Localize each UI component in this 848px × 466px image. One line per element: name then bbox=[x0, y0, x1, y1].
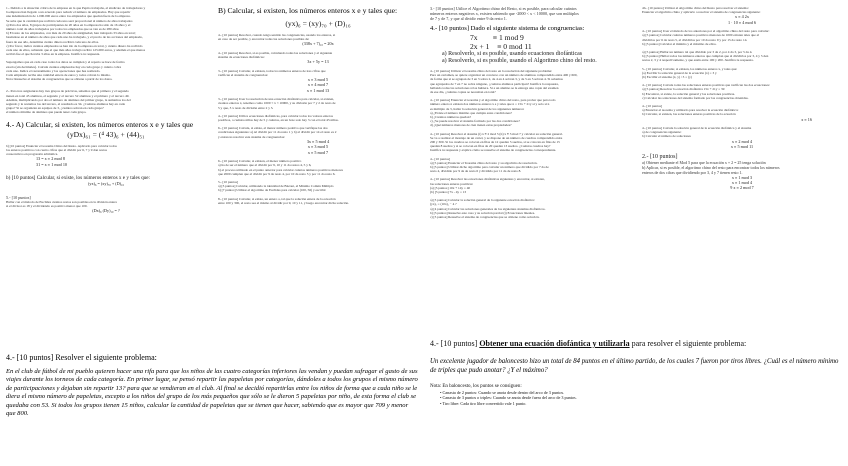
text-line: 6.- [10 puntos] Calcule, si existe, el menor número positivo que verifique las dos bbox=[218, 126, 328, 131]
text-line: 5.- [10 puntos] bbox=[218, 179, 239, 184]
text-line: b) [7 puntos] Utilizar el algoritmo de Euclides para calcular (100, 56) y escribir bbox=[218, 188, 326, 193]
text-line: a) ¿Existe el número mínimo que cumpla estas condiciones? bbox=[430, 110, 512, 115]
equation: 3x + 5y = 13 bbox=[307, 59, 329, 65]
congruence-line: x ≡ 5 mod 7 bbox=[307, 149, 329, 155]
equation: (yDx)₆₁ = (⁴ 43)₆ + (44)₅₁ bbox=[67, 129, 145, 139]
text-line: a) [5 puntos] Hallar un número tal que dividido por 3 da 2, por 4 da 3, por 5 da 4. bbox=[642, 50, 753, 55]
problem-4-heading: 4.- A) Calcular, si existen, los números enteros x e y tales que bbox=[6, 119, 194, 129]
text-line: de ese día, ¿cuántas copias se necesitan en total? bbox=[430, 90, 496, 95]
note-text: Nota: En baloncesto, los puntos se consiguen: bbox=[430, 384, 522, 389]
text-line: grupo? Si se organizan en equipos de 3, ¿cuántos sobran en cada grupo? bbox=[6, 106, 104, 111]
bullet-text: Canasta de 2 puntos: Cuando se anota desde dentro del arco de 3 puntos. bbox=[442, 390, 565, 395]
story-text: Un excelente jugador de baloncesto hizo un total de 84 puntos en el último partido, de los cuales 7 fueron por tiros libres. ¿Cuál es el número mínimo de triples que pudo anotar? ¿Y el máximo? bbox=[430, 358, 839, 374]
story-text: En el club de fútbol de mi pueblo quieren hacer una rifa para que los niños de las cuatro categorías inferiores las vendan y puedan sufragar el gasto de sus viajes durante los torneos de cada categoría. En primer lugar, se pensó repartir las papeletas por categorías, dándoles a todos los grupos el mismo número de participaciones y dejaban sin repartir 13? para que se vendieran en el club. Al final se decidió repartirlas entre los niños de forma que a cada niño se le diera el mismo número de papeletas, excepto a los niños del grupo de los más pequeños que sólo se le dieron 5 papeletas por niño, de esta forma el club se quedaba con 53. Si todos los grupos tienen 15 niños, calcular la cantidad de papeletas que se tienen que hacer, sabiendo que es mayor que 709 y menor que 800. bbox=[6, 368, 418, 418]
congruence-line: x ≡ 3 mod 5 bbox=[307, 144, 329, 150]
text-line: Para un certamen, se quiere organizar un concurso con un número de alumnos comprendido entre 400 y 600, bbox=[430, 73, 578, 78]
text-line: 4.- [10 puntos] Resolver el sistema (i) x ≡ 2 mod 5 (ii) x ≡ 3 mod 7 y calcular su solución general. bbox=[430, 131, 563, 136]
text-line: 6.- [10 puntos] Calcular, si existen, el menor número positivo bbox=[218, 159, 302, 164]
heading-emphasis: Obtener una ecuación diofántica y utilizarla bbox=[479, 339, 630, 348]
equation: (338x + 7)₁₀ = 20x bbox=[302, 41, 334, 47]
congruence-line: x ≡ 1 mod 13 bbox=[306, 87, 330, 93]
text-line: 4.- [10 puntos] Utilice ecuaciones diofánticas, para calcular todos los valores enteros bbox=[218, 113, 333, 118]
congruence-line: 9 x ≡ 2 mod 7 bbox=[730, 185, 754, 191]
problem-4-heading: 4.- [10 puntos] Dado el siguiente sistema de congruencias: bbox=[430, 25, 585, 32]
text-line: c) [3 puntos] Resuelve el sistema de congruencias que se obtiene como solución. bbox=[430, 215, 540, 220]
congruence-line: 13 = x ≡ 2 mod 8 bbox=[36, 156, 65, 162]
text-line: b) Calcular, si existen, las soluciones enteras positivas de la ecuación bbox=[642, 112, 736, 117]
congruence-line: 31 = x ≡ 1 mod 10 bbox=[36, 161, 68, 167]
equation: x ≡ 16 bbox=[801, 116, 812, 122]
congruence-line: x ≡ 5 mod 11 bbox=[730, 144, 754, 150]
text-line: Enunciar el algoritmo chino y aplicarlo a resolver el sistema de congruencias siguiente: bbox=[642, 10, 761, 15]
text-line: las soluciones enteras positivas: bbox=[430, 181, 474, 186]
problem-2-heading: 2.- [10 puntos] bbox=[642, 153, 678, 160]
text-line: b) [5 puntos] Utilizar dicho algoritmo para calcular un número que dividido por 7 da de bbox=[430, 165, 549, 170]
text-line: la empresa han llegado a un acuerdo para reducir el número de empleados. Hay que repartir bbox=[6, 10, 131, 15]
text-line: 8.- [10 puntos] Calcular, si existe, un entero a, tal que la solución entera de la ecuación bbox=[218, 196, 336, 201]
problem-5-text bbox=[6, 195, 206, 208]
text-line: basándose en el número de años que cada uno ha trabajado, y el precio de las acciones del empleado, bbox=[6, 35, 143, 40]
text-line: b) [5 puntos] Hallar todos los números enteros que cumplan que al dividirlos por 3, 4 y 5 den bbox=[642, 54, 769, 59]
text-line: 4.- [10 puntos] Resolver, si es posible, calculando todas las soluciones y el siguiente bbox=[218, 50, 333, 55]
heading-suffix: para resolver el siguiente problema: bbox=[629, 339, 747, 348]
text-line: sistema de ecuaciones diofánticas: bbox=[218, 55, 265, 60]
part-text: a) Resolverlo, si es posible, usando ecuaciones diofánticas bbox=[442, 51, 583, 57]
text-line: a) [5 puntos] Calcular cuántos números positivos menores de 1000 existen tales que al bbox=[642, 33, 760, 38]
text-line: tienen en total 45 alumnos, el segundo y el tercero 52 alumnos y el primero y el tercero 49. bbox=[6, 93, 130, 98]
text-line: número total de años trabajados por todos los empleados que se van es de 280 años bbox=[6, 27, 119, 32]
equation: (yx)₆ = (xy)₇₀ + (D)₁₆ bbox=[88, 181, 124, 187]
text-line: segundo y le restamos los del tercero, el resultado es 34. ¿Cuántos alumnos hay en cada bbox=[6, 102, 125, 107]
text-line: d) ¿Qué números menores de cien tienen estas propiedades? bbox=[430, 123, 512, 128]
text-line: consecutivos en progresión aritmética. bbox=[6, 152, 59, 157]
bullet-text: Tiro libre: Cada tiro libre convertido vale 1 punto. bbox=[442, 400, 527, 406]
part-text: a) Resolverlo, si es posible, usando el Algoritmo chino del resto. bbox=[442, 58, 597, 64]
text-line: 4.- [10 puntos] Resolver las ecuaciones diofánticas siguientes y encontrar, si existen, bbox=[430, 177, 545, 182]
text-line: y entonces resolver este sistema de congruencias: bbox=[218, 134, 286, 139]
text-line: (b) Escribir el sistema (x, y) / 3 = (y) bbox=[642, 75, 692, 80]
text-line: 4.- [10 puntos] Usar el método de los anteriores por el algoritmo chino del resto para calcular: bbox=[642, 29, 770, 34]
congruence-line: 2x + 1 ≡ 0 mod 11 bbox=[470, 42, 532, 51]
text-line: exacta (sin decimales). Calcula cuántos empleados hay en cada grupo y cuánto cobra bbox=[6, 64, 122, 69]
bullet-item: • Canasta de 2 puntos: Cuando se anota desde dentro del arco de 3 puntos. bbox=[440, 390, 565, 395]
text-line: fuera de ese año, determina cuánto dinero recibirá cada uno de ellos. bbox=[6, 39, 99, 44]
text-line: 4b.- [10 puntos] Utilizar el Algoritmo chino del Resto para resolver el sistema: bbox=[642, 6, 749, 10]
bullet-item: • Tiro libre: Cada tiro libre convertido vale 1 punto. bbox=[440, 400, 527, 406]
text-line: Nota: Resuelve el sistema de congruencias que se obtiene a partir de los datos. bbox=[6, 77, 113, 82]
text-line: hallando todas las soluciones si las hubiera. Si a un alumno se le entrega una copia del examen bbox=[430, 85, 559, 90]
text-line: quedan 8 sueltos y si se colocan en filas de 20 quedan 13 sueltos. ¿Cuántos cuadros hay? bbox=[430, 144, 551, 149]
problem-b-heading: b) [10 puntos] Calcular, si existe, los números enteros x e y tales que: bbox=[6, 175, 151, 182]
text-line: que agrupados de 7 en 7 no sobra ninguno, ¿cuántos alumnos participan? Justifica la respuesta, bbox=[430, 81, 559, 86]
text-line: si el divisor es 18 y el dividendo es positivo menor que 100. bbox=[6, 203, 88, 208]
text-line: Además, multiplicando por dos el número de alumnos del primer grupo, le sumamos los del bbox=[6, 97, 131, 102]
text-line: restos 2, 3 y 4 respectivamente, y que estén entre 100 y 200. Justifica tu respuesta. bbox=[642, 58, 754, 63]
text-line: enteros de dos cifras que dividiendo por 3, 4 y 7 tienen resto 1. bbox=[642, 169, 743, 175]
problem-1-note bbox=[6, 60, 206, 81]
text-line: (yx)₅ = (10x)₆ − 4 ? bbox=[430, 202, 457, 207]
text-line: recibió fue el que llevaba 3 años en la empresa. Justifica tu respuesta. bbox=[6, 52, 101, 57]
text-line: a) Obtener mediante el Mod 5 para que la ecuación x + 2 = 25 tenga solución bbox=[642, 159, 766, 165]
congruence-line: x ≡ 3 mod 5 bbox=[307, 77, 329, 83]
bullet-text: Canasta de 3 puntos o triples: Cuando se anota desde fuera del arco de 3 puntos. bbox=[442, 395, 577, 401]
congruence-line: x ≡ 2 mod 4 bbox=[731, 138, 753, 144]
text-line: a) Para dos años, 8 grupos de participantes de 20 años en la empresa ha sido de 16 años y el bbox=[6, 22, 131, 27]
text-line: a) [5 puntos] Enunciar el Teorema chino del resto y su algoritmo de resolución. bbox=[430, 160, 538, 165]
text-line: Supongamos que en cada caso todos los datos se cumplen y el reparto se hace de forma bbox=[6, 60, 125, 65]
text-line: cuantos enteros x, tenemos como 1000 < x < 10000, y su división por 7 y 2 da resto de bbox=[218, 101, 336, 106]
text-line: a) [3 puntos] Calcular la solución general de la siguiente ecuación diofántica: bbox=[430, 198, 535, 203]
text-line: Hallar con el método de Euclides cuántos restos son posibles en la división entera bbox=[6, 199, 117, 204]
text-line: números enteros negativos x, existen sabiendo que -2000 < x < 10000, que son múltiplos bbox=[430, 11, 579, 16]
text-line: 5.- [10 puntos] bbox=[6, 194, 31, 200]
text-line: b) [3 puntos] Resuelve este caso y su solución parcial (i) Ecuaciones lineales. bbox=[430, 210, 535, 215]
problem-2-text bbox=[6, 89, 206, 114]
text-line: cada uno. Indica el razonamiento y las operaciones que has realizado. bbox=[6, 68, 101, 73]
congruence-line: 1 · 10 ≡ 4 mod 6 bbox=[728, 19, 756, 25]
text-line: 4.- [10 puntos] Calcule la solución general de la ecuación diofántica y el sistema bbox=[642, 126, 752, 131]
text-line: c) Por favor, indica cuántos empleados se han ido de la empresa en total, y cuánto dinero ha recibido bbox=[6, 43, 143, 48]
text-line: b) Encontrar, si existe, la solución general y las soluciones positivas. bbox=[642, 91, 735, 96]
text-line: que 2000 cumplen que al dividir por 9 da resto 4, por 10 da resto 5 y por 11 da resto 6. bbox=[218, 171, 336, 176]
text-line: el número mínimo de alumnos que puede tener cada grupo. bbox=[6, 110, 87, 115]
text-line: a) [4 puntos] Calcular las soluciones generales de los siguientes sistemas diofánticos. bbox=[430, 206, 546, 211]
congruence-line: 7x ≡ 1 mod 9 bbox=[470, 33, 524, 42]
text-line: los enteros positivos con cuatro cifras que al dividir por 6, 7 y 9 dan restos bbox=[6, 147, 107, 152]
text-line: c) Calcular las soluciones del sistema formado por las congruencias obtenidas. bbox=[642, 95, 749, 100]
text-line: b) El resto de los empleados, con más de 20 años de antigüedad, han trabajado 33 años en total; bbox=[6, 31, 136, 36]
text-line: en caso de ser posible, y encontrar todas las soluciones posibles de: bbox=[218, 37, 310, 42]
text-line: Se sabe que la cantidad que recibirá cada uno será proporcional al número de años trabajados bbox=[6, 18, 133, 23]
text-line: de forma que si se agrupan de 3 en 3 sobra 2, de 4 en 4 sobran 3, y de 5 en 5 sobran 4. Si sabemos bbox=[430, 77, 563, 82]
bullet-item: • Canasta de 3 puntos o triples: Cuando se anota desde fuera del arco de 3 puntos. bbox=[440, 395, 577, 401]
text-line: 4.- [10 puntos] bbox=[642, 104, 663, 109]
problem-heading bbox=[430, 338, 842, 349]
text-line: 5.- [10 puntos] Calcular, si existen, los números enteros x, y tales que: bbox=[642, 66, 738, 71]
text-line: 4.- [10 puntos] Calcule todas las soluciones enteras positivas que verifican las dos ecuaciones: bbox=[642, 83, 770, 88]
text-line: resto 4, dividido por 9 da de resto 6 y dividido por 11 da de resto 8. bbox=[430, 169, 522, 174]
text-line: dividirlos por 6 da resto 5, al dividirlos por 10 da resto 9 y por 15 da resto 14. bbox=[642, 37, 748, 42]
text-line: Justifica tu respuesta y explica cómo se resuelve el sistema de congruencias correspondiente. bbox=[430, 148, 557, 153]
text-line: condiciones siguientes: a) Al dividir por 11 da resto 1 y b) al dividir por 14 el resto es 2 bbox=[218, 130, 337, 135]
text-line: a) ha de ser el número que al dividir por 9, 10 y 11 da restos 4, 5 y 6, bbox=[218, 163, 312, 168]
equation: (yx)₆ = (xy)₇₀ + (D)₁₆ bbox=[285, 19, 351, 28]
text-line: b) [10 puntos] Enunciar el teorema Chino del Resto. Aplicarlo para calcular todos bbox=[6, 143, 117, 148]
text-line: 200 y 300. Si los cuadros se colocan en filas de 12 quedan 5 sueltos, si se colocan en filas de 15 bbox=[430, 140, 560, 145]
text-line: a) [5 puntos] Resolver la ecuación diofántica 15x + 21y = 39 bbox=[642, 87, 725, 92]
text-line: (a) [5 puntos] 10x + 14y = 40 bbox=[430, 185, 471, 190]
text-line: 4.- [10 puntos] bbox=[430, 156, 451, 161]
congruence-line: x ≡ 4 mod 7 bbox=[307, 82, 329, 88]
text-line: (a) Escribir la solución general de la ecuación (x) = 3 y bbox=[642, 70, 717, 75]
text-line: 5 y que, 3 x resto de división entre 2 y 3. bbox=[218, 105, 274, 110]
text-line: cada uno de ellos, sabiendo que el que más años trabajó recibió 125.000 euros, y además el que menos bbox=[6, 48, 146, 53]
congruence-line: x ≡ 1 mod 3 bbox=[731, 174, 753, 180]
text-line: positivos, a cuántos niños hay de 5 y cuántos, en un bote solo hay 3 con el total 45 niños. bbox=[218, 118, 339, 123]
text-line: a) Enunciar el teorema y utilizarlo para resolver la ecuación diofántica: bbox=[642, 108, 739, 113]
text-line: 4.- [10 puntos] Resolver, cuando tenga sentido las congruencias, usando los enteros, si bbox=[218, 33, 336, 37]
text-line: es múltiplo de 3, hallar la solución general de los siguientes números: bbox=[430, 106, 525, 111]
text-line: b) ¿Cuántos números quedan? bbox=[430, 115, 471, 120]
problem-b-heading: B) Calcular, si existen, los números enteros x e y tales que: bbox=[218, 6, 398, 15]
text-line: 4.- [10 puntos] Utilizar el teorema chino del resto en la resolución del siguiente problema: bbox=[430, 69, 553, 73]
text-line: 3.- [10 puntos] Utilice el Algoritmo chino del Resto, si es posible, para calcular cuántos bbox=[430, 6, 577, 11]
text-line: (b) [5 puntos] 7x - 4y = 13 bbox=[430, 190, 467, 195]
text-line: una indemnización de 1.000.000 euros entre los empleados que quedan fuera de la empresa. bbox=[6, 14, 131, 19]
story-problem-right bbox=[430, 338, 842, 462]
equation: (Dx)₆ (Dy)₁₀ = ? bbox=[92, 207, 120, 213]
text-line: a) [3 puntos] Calcular, utilizando la identidad de Bézout, el Mínimo Común Múltiplo bbox=[218, 184, 334, 189]
text-line: b) el proceso utilizado en el punto anterior para calcular cuántos números positivos menores bbox=[218, 167, 343, 172]
congruence-line: x ≡ 1 mod 4 bbox=[731, 179, 753, 185]
problem-1-text bbox=[6, 6, 206, 56]
text-line: 3.- [10 puntos] Usar la resolución de una ecuación diofántica para calcular, si existen, bbox=[218, 97, 335, 102]
text-line: de 7 y de 7, y que al dividir entre 9 da resto 1. bbox=[430, 16, 507, 21]
congruence-line: x ≡ 4 2x bbox=[735, 14, 749, 20]
text-line: verifican el sistema de congruencias: bbox=[218, 72, 269, 77]
text-line: c) ¿Se puede resolver el sistema formado por las dos condiciones? bbox=[430, 119, 520, 124]
text-line: 2.- Para tres asignaturas hay tres grupos de prácticas, sabemos que el primero y el segundo bbox=[6, 89, 129, 94]
heading-prefix: 4.- [10 puntos] bbox=[430, 339, 480, 348]
text-line: b) Aplicar, si es posible, el algoritmo chino del resto para encontrar todos los números bbox=[642, 164, 780, 170]
text-line: a) de congruencias siguiente: bbox=[642, 130, 682, 135]
congruence-line: 3x ≡ 5 mod 4 bbox=[306, 138, 330, 144]
text-line: entre 100 y 300, el resto sea el mismo al dividir por 9, 10 y 11, y luego encontrar dicha solución. bbox=[218, 200, 349, 205]
text-line: número entero n existen dos números enteros x e y tales que n = 15x + 21y si y solo si n bbox=[430, 102, 550, 107]
problem-heading: 4.- [10 puntos] Resolver el siguiente problema: bbox=[6, 353, 157, 362]
text-line: Se va a realizar el montaje de un cartel, y se dispone de un número de cuadros comprendido entre bbox=[430, 135, 563, 140]
text-line: Cada empleado recibe una cantidad entera de euros y todos cobran lo mismo. bbox=[6, 73, 111, 78]
problem-4b-text bbox=[6, 144, 206, 157]
text-line: 1.- Debido a la situación crítica de la empresa en la que Pepito trabajaba, el sindicato de trabajadores y bbox=[6, 6, 146, 10]
text-line: 4.- [10 puntos] Enunciar el teorema y el algoritmo chino del resto, para probar que para todo bbox=[430, 98, 556, 103]
text-line: 3.- [10 puntos] Calcular, si existen, todos los números enteros de tres cifras que bbox=[218, 68, 326, 73]
text-line: b) [5 puntos] Calcular el mínimo y el máximo de ellos. bbox=[642, 41, 717, 46]
story-problem-left bbox=[6, 352, 418, 462]
text-line: b) Calcular el número de soluciones bbox=[642, 134, 691, 139]
